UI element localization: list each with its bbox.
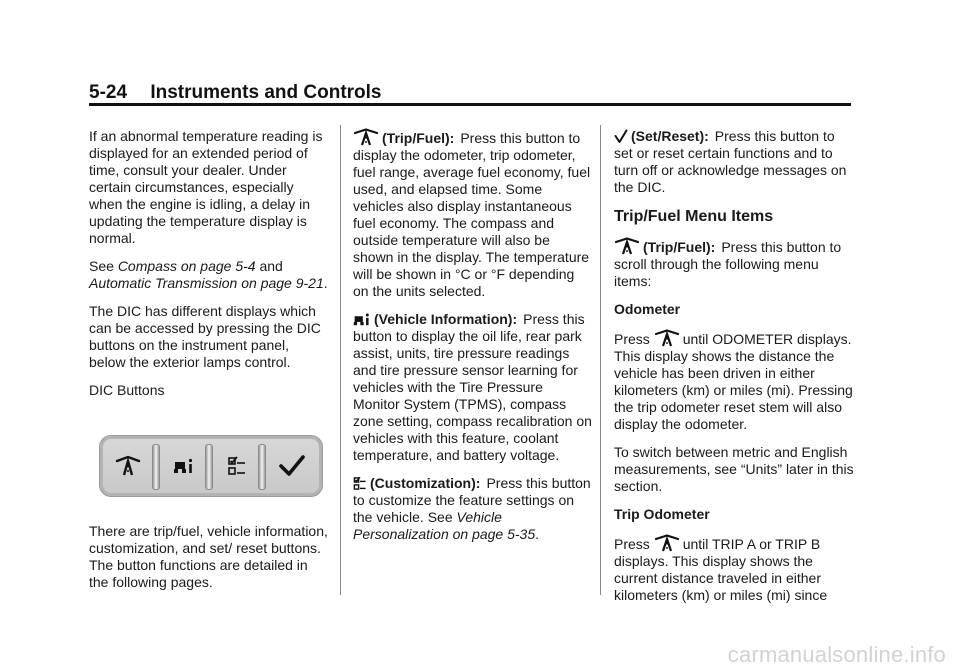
section-title: Instruments and Controls	[150, 82, 382, 103]
vehicle-info-description	[353, 311, 593, 464]
odometer-description	[614, 329, 854, 433]
set-reset-label: (Set/Reset):	[631, 128, 709, 144]
button-divider	[152, 444, 160, 490]
column-1	[89, 128, 329, 602]
transmission-link[interactable]: Automatic Transmission on page 9-21	[89, 275, 324, 291]
customization-suffix: .	[535, 526, 540, 542]
paragraph: There are trip/fuel, vehicle information, customization, and set/ reset buttons. The button functions are detailed in the following pages.	[89, 523, 328, 590]
trip-fuel-label: (Trip/Fuel):	[382, 130, 455, 146]
vehicle-info-icon	[353, 312, 371, 327]
trip-fuel-icon	[654, 534, 680, 552]
vehicle-personalization-link[interactable]: Vehicle Personalization on page 5-35	[353, 509, 536, 542]
trip-fuel-menu-text: Press this button to scroll through the following menu items:	[614, 239, 842, 289]
paragraph: If an abnormal temperature reading is displayed for an extended period of time, consult your dealer. Under certain circumstances, especially when the engine is idling, a delay in updating the temperature display is normal.	[89, 128, 323, 246]
customization-label: (Customization):	[370, 475, 481, 491]
column-2	[353, 128, 593, 554]
see-prefix: See	[89, 258, 118, 274]
customization-icon	[353, 476, 367, 491]
set-reset-button	[266, 441, 318, 491]
trip-odometer-description	[614, 534, 854, 604]
dic-buttons-illustration	[99, 435, 323, 497]
watermark: carmanualsonline.info	[727, 642, 946, 667]
vehicle-info-button	[160, 441, 208, 491]
trip-fuel-menu-description	[614, 237, 854, 290]
header-rule	[89, 103, 851, 106]
trip-press: Press	[614, 536, 650, 552]
customization-text: Press this button to customize the feature settings on the vehicle. See	[353, 475, 591, 525]
trip-odometer-text: until TRIP A or TRIP B displays. This display shows the current distance traveled in either kilometers (km) or miles (mi) since	[614, 536, 828, 603]
odometer-text: until ODOMETER displays. This display shows the distance the vehicle has been driven in either kilometers (km) or miles (mi). Pressing the trip odometer reset stem will also display the odometer.	[614, 331, 853, 432]
column-3	[614, 128, 854, 615]
trip-fuel-icon	[614, 237, 640, 255]
column-divider	[340, 125, 341, 595]
column-divider	[600, 125, 601, 595]
trip-fuel-description	[353, 128, 593, 300]
page-header	[89, 82, 851, 104]
button-divider	[258, 444, 266, 490]
see-and: and	[255, 258, 283, 274]
page-number: 5-24	[89, 82, 128, 103]
checkmark-icon	[278, 454, 306, 478]
trip-fuel-icon	[353, 128, 379, 146]
dic-buttons-label: DIC Buttons	[89, 382, 165, 398]
set-reset-description	[614, 128, 854, 196]
odometer-press: Press	[614, 331, 650, 347]
trip-odometer-heading: Trip Odometer	[614, 506, 710, 522]
trip-fuel-icon	[115, 455, 141, 477]
customization-description	[353, 475, 593, 543]
trip-fuel-text: Press this button to display the odometer, trip odometer, fuel range, average fuel economy, fuel used, and elapsed time. Some vehicles also display instantaneous fuel economy. The compass and outside temperature will also be shown in the display. The temperature will be shown in °C or °F depending on the units selected.	[353, 130, 591, 299]
vehicle-info-label: (Vehicle Information):	[374, 311, 518, 327]
units-paragraph: To switch between metric and English measurements, see “Units” later in this section.	[614, 444, 854, 494]
checkmark-icon	[614, 129, 628, 144]
vehicle-info-text: Press this button to display the oil life, rear park assist, units, tire pressure readings and tire pressure sensor learning for vehicles with the Tire Pressure Monitor System (TPMS), compass zone setting, compass recalibration on vehicles with this feature, coolant temperature, and battery voltage.	[353, 311, 592, 463]
customization-icon	[227, 456, 247, 476]
see-suffix: .	[323, 275, 328, 291]
menu-heading: Trip/Fuel Menu Items	[614, 208, 774, 225]
customization-button	[213, 441, 261, 491]
vehicle-info-icon	[173, 457, 195, 475]
odometer-heading: Odometer	[614, 301, 681, 317]
set-reset-text: Press this button to set or reset certain functions and to turn off or acknowledge messages on the DIC.	[614, 128, 847, 195]
paragraph: The DIC has different displays which can be accessed by pressing the DIC buttons on the instrument panel, below the exterior lamps control.	[89, 303, 321, 370]
trip-fuel-icon	[654, 329, 680, 347]
button-divider	[205, 444, 213, 490]
compass-link[interactable]: Compass on page 5-4	[117, 258, 256, 274]
trip-fuel-button	[104, 441, 152, 491]
trip-fuel-label: (Trip/Fuel):	[643, 239, 716, 255]
see-references	[89, 258, 329, 292]
